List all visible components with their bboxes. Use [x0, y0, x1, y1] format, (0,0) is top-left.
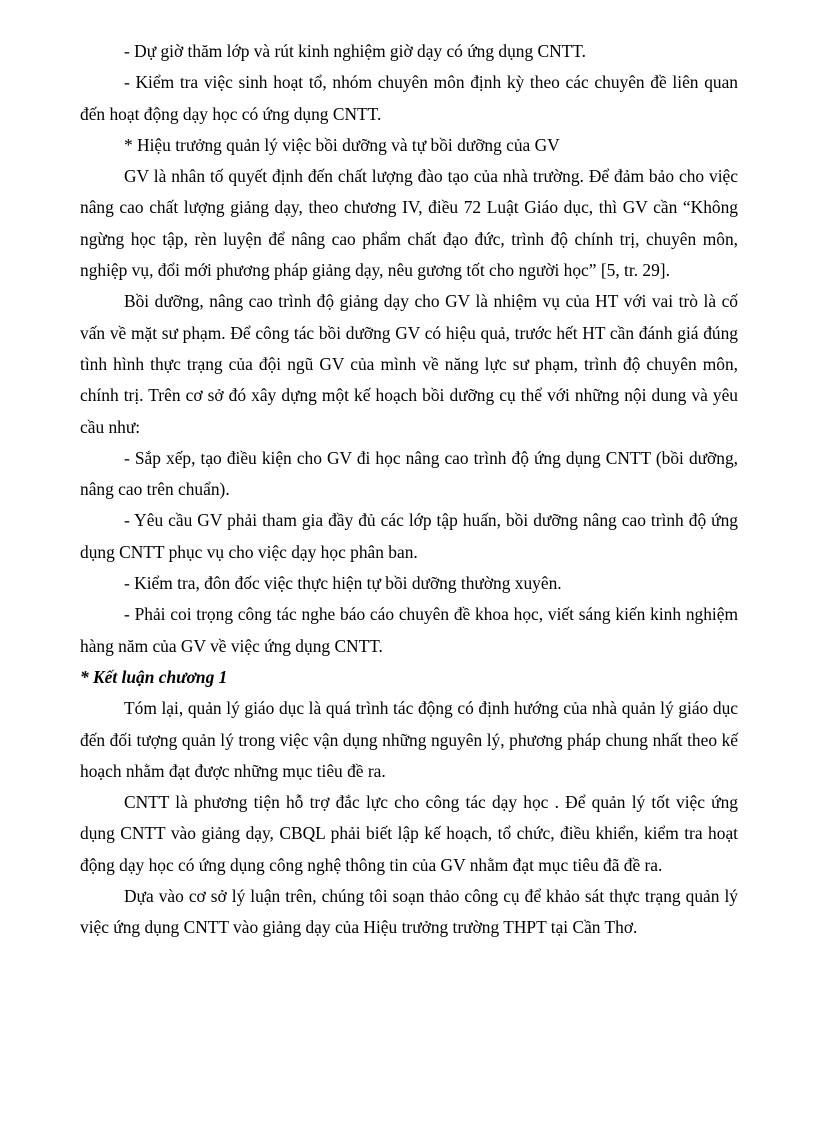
bullet-training-requirement: - Yêu cầu GV phải tham gia đầy đủ các lớp tập huấn, bồi dưỡng nâng cao trình độ ứng dụng CNTT phục vụ cho việc dạy học phân ban.	[80, 510, 738, 562]
bullet-self-training-check: - Kiểm tra, đôn đốc việc thực hiện tự bồi dưỡng thường xuyên.	[124, 573, 562, 594]
body-paragraph: GV là nhân tố quyết định đến chất lượng đào tạo của nhà trường. Để đảm bảo cho việc nâng cao chất lượng giảng dạy, theo chương IV, điều 72 Luật Giáo dục, thì GV cần “Không ngừng học tập, rèn luyện để nâng cao phẩm chất đạo đức, trình độ chính trị, chuyên môn, nghiệp vụ, đổi mới phương pháp giảng dạy, nêu gương tốt cho người học” [5, tr. 29].	[80, 166, 738, 281]
conclusion-heading: * Kết luận chương 1	[80, 666, 228, 687]
bullet-group-inspection: - Kiểm tra việc sinh hoạt tổ, nhóm chuyên môn định kỳ theo các chuyên đề liên quan đến hoạt động dạy học có ứng dụng CNTT.	[80, 72, 738, 124]
subsection-title: * Hiệu trưởng quản lý việc bồi dưỡng và tự bồi dưỡng của GV	[124, 134, 560, 155]
bullet-training-arrangement: - Sắp xếp, tạo điều kiện cho GV đi học nâng cao trình độ ứng dụng CNTT (bồi dưỡng, nâng cao trên chuẩn).	[80, 447, 738, 500]
conclusion-paragraph: CNTT là phương tiện hỗ trợ đắc lực cho công tác dạy học . Để quản lý tốt việc ứng dụng CNTT vào giảng dạy, CBQL phải biết lập kế hoạch, tổ chức, điều khiển, kiểm tra hoạt động dạy học có ứng dụng công nghệ thông tin của GV nhằm đạt mục tiêu đã đề ra.	[80, 792, 738, 875]
conclusion-paragraph: Dựa vào cơ sở lý luận trên, chúng tôi soạn thảo công cụ để khảo sát thực trạng quản lý việc ứng dụng CNTT vào giảng dạy của Hiệu trưởng trường THPT tại Cần Thơ.	[80, 886, 738, 938]
conclusion-paragraph: Tóm lại, quản lý giáo dục là quá trình tác động có định hướng của nhà quản lý giáo dục đến đối tượng quản lý trong việc vận dụng những nguyên lý, phương pháp chung nhất theo kế hoạch nhằm đạt được những mục tiêu đề ra.	[80, 698, 738, 781]
bullet-report-emphasis: - Phải coi trọng công tác nghe báo cáo chuyên đề khoa học, viết sáng kiến kinh nghiệm hàng năm của GV về việc ứng dụng CNTT.	[80, 604, 738, 656]
bullet-class-observation: - Dự giờ thăm lớp và rút kinh nghiệm giờ dạy có ứng dụng CNTT.	[124, 41, 586, 61]
document-page	[80, 36, 738, 944]
body-paragraph: Bồi dưỡng, nâng cao trình độ giảng dạy cho GV là nhiệm vụ của HT với vai trò là cố vấn về mặt sư phạm. Để công tác bồi dưỡng GV có hiệu quả, trước hết HT cần đánh giá đúng tình hình thực trạng của đội ngũ GV của mình về năng lực sư phạm, trình độ chuyên môn, chính trị. Trên cơ sở đó xây dựng một kế hoạch bồi dưỡng cụ thể với những nội dung và yêu cầu như:	[80, 291, 738, 437]
